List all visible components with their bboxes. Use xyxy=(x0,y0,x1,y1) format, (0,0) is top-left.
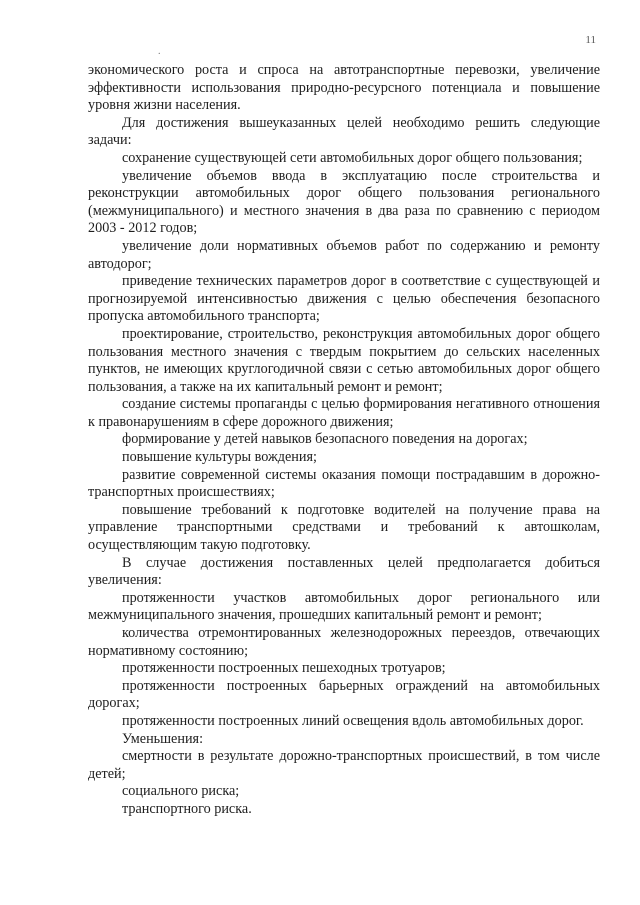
list-item: транспортного риска. xyxy=(122,800,252,817)
list-item: смертности в результате дорожно-транспортных происшествий, в том числе детей; xyxy=(88,748,600,782)
paragraph: Для достижения вышеуказанных целей необходимо решить следующие задачи: xyxy=(88,114,600,149)
paragraph: В случае достижения поставленных целей предполагается добиться увеличения: xyxy=(88,554,600,589)
list-item: формирование у детей навыков безопасного поведения на дорогах; xyxy=(122,431,528,448)
list-item: повышение требований к подготовке водителей на получение права на управление транспортными средствами и требований к автошколам, осуществляющим такую подготовку. xyxy=(88,501,600,554)
list-item: протяженности построенных линий освещения вдоль автомобильных дорог. xyxy=(122,712,584,729)
paragraph: Уменьшения: xyxy=(122,730,204,747)
list-item: повышение культуры вождения; xyxy=(122,449,317,466)
page-number: 11 xyxy=(585,34,596,46)
list-item: сохранение существующей сети автомобильных дорог общего пользования; xyxy=(122,149,583,166)
document-body xyxy=(88,62,600,819)
list-item: проектирование, строительство, реконструкция автомобильных дорог общего пользования местного значения с твердым покрытием до сельских населенных пунктов, не имеющих круглогодичной связи с сетью автомобильных дорог общего пользования, а также на их капитальный ремонт и ремонт; xyxy=(88,325,600,395)
list-item: количества отремонтированных железнодорожных переездов, отвечающих нормативному состоянию; xyxy=(88,625,600,659)
list-item: увеличение доли нормативных объемов работ по содержанию и ремонту автодорог; xyxy=(88,237,600,272)
list-item: развитие современной системы оказания помощи пострадавшим в дорожно-транспортных происшествиях; xyxy=(88,466,600,501)
list-item: протяженности построенных пешеходных тротуаров; xyxy=(122,660,446,677)
list-item: протяженности построенных барьерных ограждений на автомобильных дорогах; xyxy=(88,677,600,712)
scan-speck: . xyxy=(158,46,161,57)
list-item: увеличение объемов ввода в эксплуатацию после строительства и реконструкции автомобильных дорог общего пользования регионального (межмуниципального) и местного значения в два раза по сравнению с периодом 2003 - 2012 годов; xyxy=(88,167,600,237)
paragraph: экономического роста и спроса на автотранспортные перевозки, увеличение эффективности использования природно-ресурсного потенциала и повышение уровня жизни населения. xyxy=(88,62,600,114)
list-item: протяженности участков автомобильных дорог регионального или межмуниципального значения, прошедших капитальный ремонт и ремонт; xyxy=(88,589,600,624)
list-item: социального риска; xyxy=(122,783,240,800)
list-item: создание системы пропаганды с целью формирования негативного отношения к правонарушениям в сфере дорожного движения; xyxy=(88,396,600,430)
list-item: приведение технических параметров дорог в соответствие с существующей и прогнозируемой интенсивностью движения с целью обеспечения безопасного пропуска автомобильного транспорта; xyxy=(88,273,600,325)
